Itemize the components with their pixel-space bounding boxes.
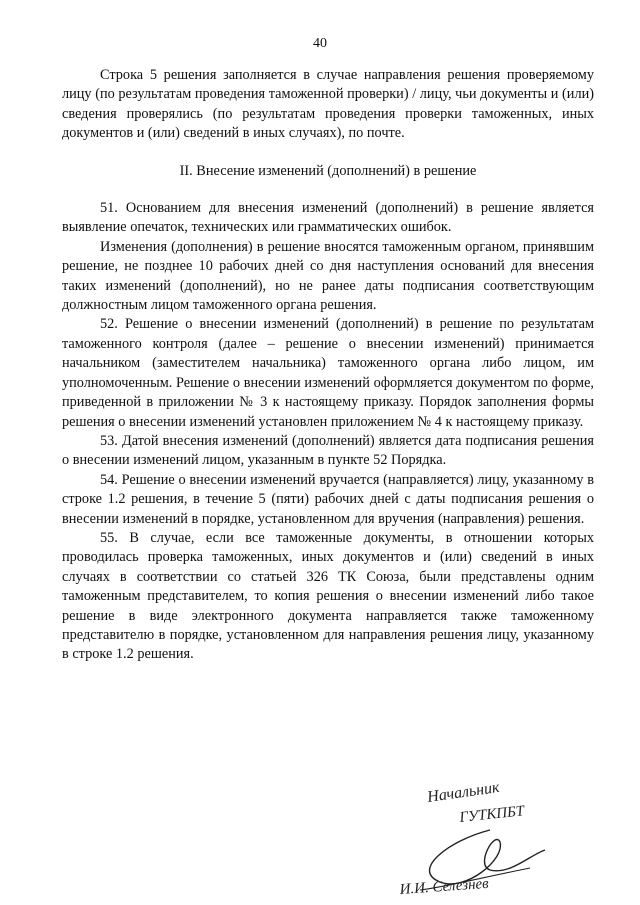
page-number: 40: [313, 36, 327, 51]
document-body: [62, 66, 594, 665]
paragraph-53: 53. Датой внесения изменений (дополнений) является дата подписания решения о внесении изменений лицом, указанным в пункте 52 Порядка.: [62, 432, 594, 469]
handwritten-signature: [380, 770, 600, 900]
signature-name: И.И. Селезнев: [399, 875, 490, 898]
signature-title-line1: Начальник: [426, 779, 501, 806]
paragraph-51-continued: Изменения (дополнения) в решение вносятся таможенным органом, принявшим решение, не позднее 10 рабочих дней со дня наступления оснований для внесения таких изменений (дополнений), но не ранее даты подписания соответствующим должностным лицом таможенного органа решения.: [62, 238, 594, 314]
signature-drawing: [380, 770, 600, 900]
section-heading: II. Внесение изменений (дополнений) в решение: [179, 162, 477, 179]
paragraph-52: 52. Решение о внесении изменений (дополнений) в решение по результатам таможенного контроля (далее – решение о внесении изменений) принимается начальником (заместителем начальника) таможенного органа либо лицом, им уполномоченным. Решение о внесении изменений оформляется документом по форме, приведенной в приложении № 3 к настоящему приказу. Порядок заполнения формы решения о внесении изменений установлен приложением № 4 к настоящему приказу.: [62, 316, 594, 430]
signature-title-line2: ГУТКПБТ: [458, 803, 526, 826]
paragraph-line5: Строка 5 решения заполняется в случае направления решения проверяемому лицу (по результатам проведения таможенной проверки) / лицу, чьи документы и (или) сведения проверялись (по результатам проведения проверки таможенных, иных документов и (или) сведений в иных случаях), по почте.: [62, 67, 594, 142]
paragraph-51: 51. Основанием для внесения изменений (дополнений) в решение является выявление опечаток, технических или грамматических ошибок.: [62, 200, 594, 236]
paragraph-54: 54. Решение о внесении изменений вручается (направляется) лицу, указанному в строке 1.2 решения, в течение 5 (пяти) рабочих дней с даты подписания решения о внесении изменений в порядке, установленном для вручения (направления) решения.: [62, 471, 594, 527]
paragraph-55: 55. В случае, если все таможенные документы, в отношении которых проводилась проверка таможенных, иных документов и (или) сведений в иных случаях в соответствии со статьей 326 ТК Союза, были представлены одним таможенным представителем, то копия решения о внесении изменений либо такое решение в виде электронного документа направляется также таможенному представителю в порядке, установленном для направления решения лицу, указанному в строке 1.2 решения.: [62, 529, 594, 663]
